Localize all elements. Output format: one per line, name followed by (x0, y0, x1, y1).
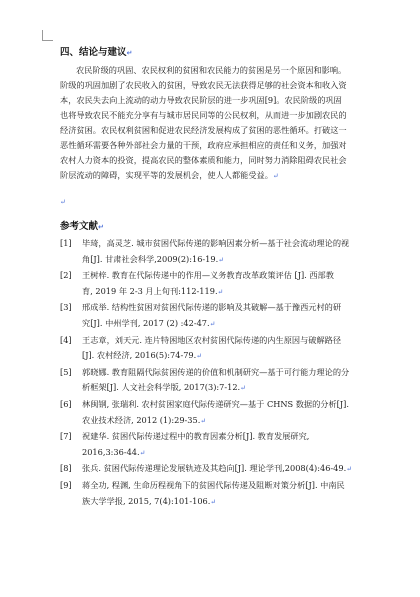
reference-item (60, 397, 390, 429)
paragraph-line: 农民阶级的巩固、农民权利的贫困和农民能力的贫困是另一个原因和影响。 (76, 65, 347, 75)
references-heading-text: 参考文献 (60, 221, 99, 232)
reference-number: [4] (60, 334, 72, 345)
reference-text: 毕琦，高灵芝. 城市贫困代际传递的影响因素分析—基于社会流动理论的视 (82, 238, 350, 248)
section-heading-text: 四、结论与建议 (60, 47, 127, 58)
paragraph-line: 也将导致农民不能充分享有与城市居民同等的公民权利，从而进一步加剧农民的 (60, 110, 347, 120)
reference-number: [7] (60, 431, 72, 442)
references-heading: 参考文献↵ (60, 221, 104, 232)
reference-text: 祝建华. 贫困代际传递过程中的教育因素分析[J]. 教育发展研究, (82, 431, 310, 442)
reference-item (60, 300, 390, 332)
reference-list (60, 236, 390, 510)
paragraph-mark: ↵ (60, 198, 66, 206)
paragraph-line: 恶性循环需要各种外部社会力量的干预，政府应承担相应的责任和义务，加强对 (60, 140, 347, 150)
conclusion-paragraph (60, 63, 380, 184)
reference-text: 蒋全功, 程渊, 生命历程视角下的贫困代际传递及阻断对策分析[J]. 中南民 (82, 479, 345, 490)
paragraph-line: 经济贫困。农民权利贫困和促进农民经济发展构成了贫困的恶性循环。打破这一 (60, 125, 347, 135)
reference-number: [8] (60, 463, 72, 474)
reference-text: 王志章，刘天元. 连片特困地区农村贫困代际传递的内生原因与破解路径 (82, 334, 342, 345)
paragraph-line: 农村人力资本的投资，提高农民的整体素质和能力，同时努力消除阻碍农民社会 (60, 155, 347, 165)
reference-text: 张兵. 贫困代际传递理论发展轨迹及其趋向[J]. 理论学刊,2008(4):46-49.↵ (82, 463, 353, 474)
reference-continuation: 角[J]. 甘肃社会科学,2009(2):16-19.↵ (82, 253, 225, 264)
reference-continuation: [J]. 农村经济, 2016(5):74-79.↵ (82, 350, 203, 361)
reference-text: 邢成举. 结构性贫困对贫困代际传递的影响及其破解—基于豫西元村的研 (82, 302, 342, 313)
paragraph-line: 阶层流动的障碍，实现平等的发展机会，使人人都能受益。↵ (60, 170, 279, 180)
reference-continuation: 析框架[J]. 人文社会科学版, 2017(3):7-12.↵ (82, 382, 247, 393)
reference-number: [6] (60, 398, 72, 409)
reference-item (60, 365, 390, 397)
reference-item (60, 268, 390, 300)
reference-continuation: 育, 2019 年 2-3 月上旬刊:112-119.↵ (82, 285, 224, 296)
reference-continuation: 农业技术经济, 2012 (1):29-35.↵ (82, 414, 207, 425)
reference-item (60, 236, 390, 268)
reference-number: [9] (60, 479, 72, 490)
reference-continuation: 究[J]. 中州学刊, 2017 (2) :42-47.↵ (82, 317, 216, 328)
reference-text: 林闽钢, 张瑞利. 农村贫困家庭代际传递研究—基于 CHNS 数据的分析[J]. (82, 398, 349, 409)
page-corner-mark (42, 30, 53, 41)
reference-text: 郭晓娜. 教育阻隔代际贫困传递的价值和机制研究—基于可行能力理论的分 (82, 366, 350, 377)
paragraph-line: 阶级的巩固加剧了农民收入的贫困，导致农民无法获得足够的社会资本和收入资 (60, 80, 347, 90)
reference-number: [1] (60, 238, 72, 248)
reference-number: [3] (60, 302, 72, 313)
reference-number: [5] (60, 366, 72, 377)
reference-continuation: 族大学学报, 2015, 7(4):101-106.↵ (82, 495, 217, 506)
reference-text: 王树梓. 教育在代际传递中的作用—义务教育改革政策评估 [J]. 西部教 (82, 270, 334, 281)
reference-item (60, 478, 390, 510)
reference-item (60, 429, 390, 461)
reference-item (60, 461, 390, 478)
reference-item (60, 333, 390, 365)
reference-number: [2] (60, 270, 72, 281)
section-heading-conclusion: 四、结论与建议↵ (60, 47, 133, 58)
reference-continuation: 2016,3:36-44.↵ (82, 446, 146, 457)
paragraph-line: 本，农民失去向上流动的动力导致农民阶层的进一步巩固[9]。农民阶级的巩固 (60, 95, 342, 105)
